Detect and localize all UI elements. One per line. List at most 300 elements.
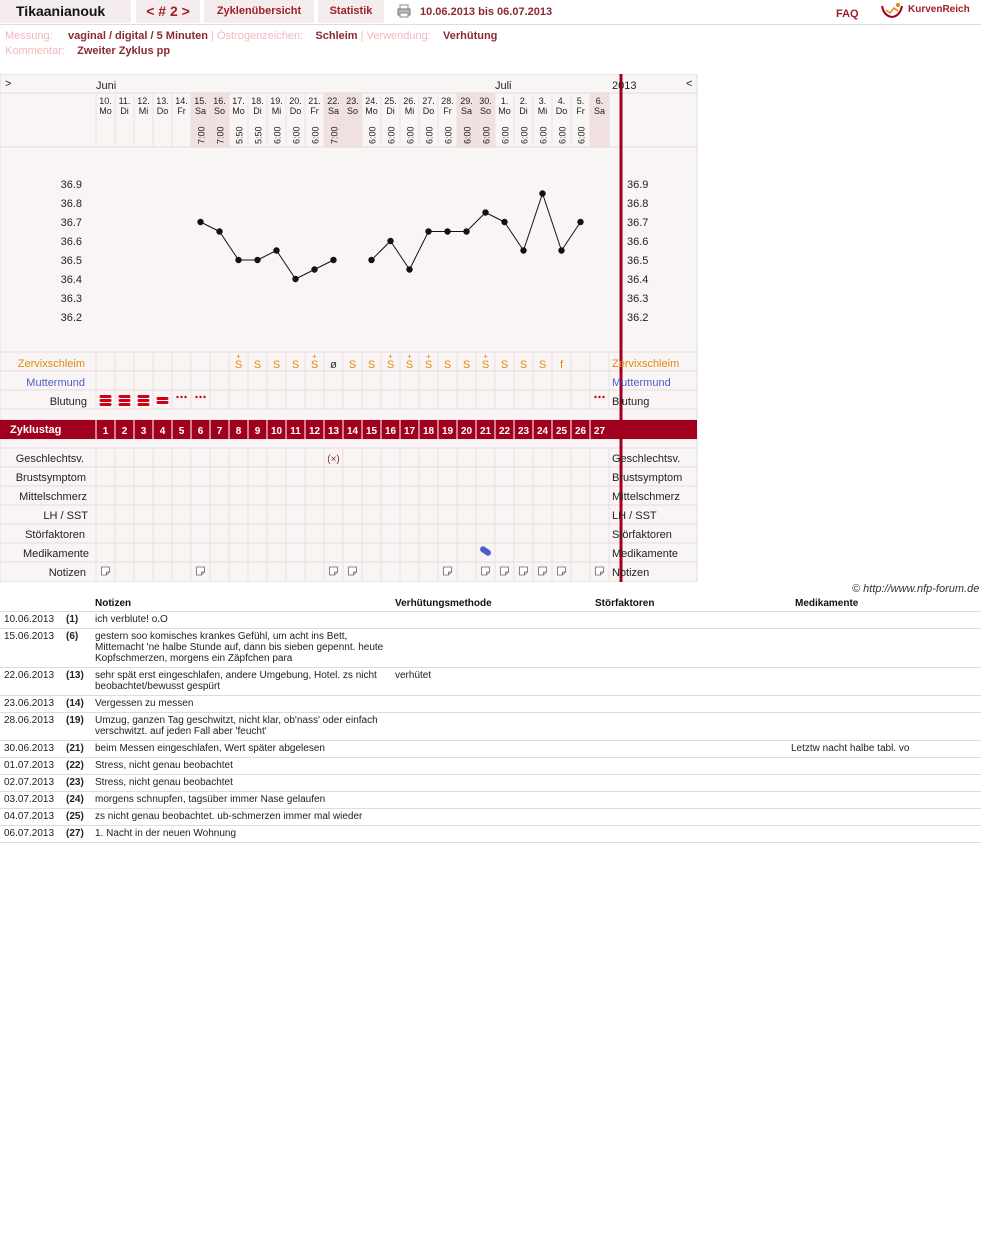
y-tick-left: 36.5 — [60, 255, 82, 267]
day-date: 23. — [346, 96, 359, 106]
cycle-day-number: 1 — [102, 426, 109, 437]
day-date: 1. — [500, 96, 509, 106]
note-disturb — [591, 758, 791, 775]
note-cycle-day: (23) — [62, 775, 91, 792]
bleeding-light-mark — [176, 396, 178, 398]
note-text: gestern soo komisches krankes Gefühl, um acht ins Bett, Mittemacht 'ne halbe Stunde auf, dann bis sieben gepennt. heute Kopfschmerzen, morgens ein Zäpfchen para — [91, 629, 391, 668]
day-weekday: Do — [555, 106, 568, 116]
temperature-point — [292, 276, 298, 282]
cycle-number: # 2 — [158, 3, 178, 19]
day-date: 14. — [175, 96, 188, 106]
day-weekday: Mo — [498, 106, 511, 116]
note-method — [391, 612, 591, 629]
mittel-label: Mittelschmerz — [19, 491, 87, 503]
cycle-day-number: 23 — [517, 426, 530, 437]
table-row — [0, 741, 981, 758]
disturb-header: Störfaktoren — [591, 595, 791, 612]
zervix-mark: S — [367, 359, 376, 371]
temperature-point — [482, 209, 488, 215]
zervix-mark: S — [310, 359, 319, 371]
measure-time: 6:00 — [272, 126, 283, 144]
y-tick-right: 36.5 — [627, 255, 649, 267]
note-date: 02.07.2013 — [0, 775, 62, 792]
temperature-point — [558, 247, 564, 253]
note-meds: Letztw nacht halbe tabl. vo — [791, 741, 981, 758]
bleeding-heavy-mark — [100, 395, 112, 398]
zervix-mark: f — [559, 359, 564, 371]
day-date: 13. — [156, 96, 169, 106]
kommentar-label: Kommentar: — [5, 45, 65, 57]
cycle-day-number: 21 — [479, 426, 492, 437]
table-row — [0, 696, 981, 713]
note-text: ich verblute! o.O — [91, 612, 391, 629]
note-meds — [791, 713, 981, 741]
note-date: 22.06.2013 — [0, 668, 62, 696]
note-cycle-day: (27) — [62, 826, 91, 843]
kurvenreich-logo-icon[interactable] — [880, 2, 904, 20]
zervix-mark: S — [253, 359, 262, 371]
lh-label-right: LH / SST — [612, 510, 657, 522]
cycle-day-number: 6 — [197, 426, 204, 437]
day-date: 25. — [384, 96, 397, 106]
note-text: Stress, nicht genau beobachtet — [91, 758, 391, 775]
y-tick-right: 36.3 — [627, 293, 649, 305]
notizen-label-right: Notizen — [612, 567, 650, 579]
day-weekday: Fr — [576, 106, 585, 116]
meds-header: Medikamente — [791, 595, 981, 612]
temperature-point — [501, 219, 507, 225]
measure-time: 6:00 — [519, 126, 530, 144]
tab-statistics[interactable]: Statistik — [318, 0, 384, 23]
day-date: 17. — [232, 96, 245, 106]
cycle-day-number: 13 — [327, 426, 340, 437]
note-meds — [791, 612, 981, 629]
zervix-plus: + — [312, 352, 317, 361]
zervix-plus: + — [483, 352, 488, 361]
day-weekday: Mo — [99, 106, 112, 116]
y-tick-left: 36.2 — [60, 312, 82, 324]
cycle-day-number: 2 — [121, 426, 128, 437]
faq-link[interactable]: FAQ — [836, 8, 859, 20]
zervix-plus: + — [388, 352, 393, 361]
y-tick-right: 36.7 — [627, 217, 649, 229]
day-date: 5. — [576, 96, 585, 106]
note-disturb — [591, 826, 791, 843]
note-text: Umzug, ganzen Tag geschwitzt, nicht klar, ob'nass' oder einfach verschwitzt. auf jeden Fall aber 'feucht' — [91, 713, 391, 741]
cycle-day-number: 7 — [216, 426, 223, 437]
day-header — [62, 595, 91, 612]
note-meds — [791, 775, 981, 792]
cycle-day-number: 17 — [403, 426, 416, 437]
stoer-label-right: Störfaktoren — [612, 529, 672, 541]
note-cycle-day: (14) — [62, 696, 91, 713]
note-method: verhütet — [391, 668, 591, 696]
day-weekday: Mo — [232, 106, 245, 116]
date-header — [0, 595, 62, 612]
note-cycle-day: (13) — [62, 668, 91, 696]
bleeding-medium-mark — [157, 397, 169, 400]
day-weekday: Sa — [460, 106, 473, 116]
cycle-day-number: 12 — [308, 426, 321, 437]
chart-background — [0, 74, 697, 582]
day-weekday: So — [213, 106, 226, 116]
note-disturb — [591, 696, 791, 713]
note-cycle-day: (19) — [62, 713, 91, 741]
note-disturb — [591, 792, 791, 809]
zervix-mark: S — [424, 359, 433, 371]
credit[interactable]: © http://www.nfp-forum.de — [852, 583, 980, 595]
note-date: 30.06.2013 — [0, 741, 62, 758]
bleeding-light-mark — [195, 396, 197, 398]
cycle-day-number: 14 — [346, 426, 359, 437]
table-row — [0, 612, 981, 629]
cycle-day-number: 25 — [555, 426, 568, 437]
day-date: 20. — [289, 96, 302, 106]
day-weekday: Fr — [177, 106, 186, 116]
bleeding-heavy-mark — [100, 399, 112, 402]
measure-time: 6:00 — [576, 126, 587, 144]
zervix-mark: S — [272, 359, 281, 371]
note-text: Vergessen zu messen — [91, 696, 391, 713]
day-date: 30. — [479, 96, 492, 106]
cycle-day-number: 20 — [460, 426, 473, 437]
note-text: beim Messen eingeschlafen, Wert später abgelesen — [91, 741, 391, 758]
measure-time: 5:50 — [253, 126, 264, 144]
measure-time: 6:00 — [291, 126, 302, 144]
note-method — [391, 826, 591, 843]
day-date: 28. — [441, 96, 454, 106]
verwendung-value: Verhütung — [443, 30, 498, 42]
day-weekday: Do — [422, 106, 435, 116]
note-cycle-day: (24) — [62, 792, 91, 809]
note-cycle-day: (22) — [62, 758, 91, 775]
day-weekday: Sa — [593, 106, 606, 116]
y-tick-left: 36.3 — [60, 293, 82, 305]
bleeding-heavy-mark — [138, 399, 150, 402]
day-weekday: Mi — [271, 106, 282, 116]
cycle-day-number: 5 — [178, 426, 185, 437]
notizen-label: Notizen — [48, 567, 86, 579]
note-date: 10.06.2013 — [0, 612, 62, 629]
medi-label: Medikamente — [22, 548, 89, 560]
day-date: 24. — [365, 96, 378, 106]
cycle-day-number: 10 — [270, 426, 283, 437]
table-row — [0, 758, 981, 775]
oestrogen-label: Östrogenzeichen: — [216, 30, 304, 42]
note-method — [391, 758, 591, 775]
measure-time: 7:00 — [329, 126, 340, 144]
note-meds — [791, 629, 981, 668]
next-cycle-button[interactable]: > — [181, 3, 190, 19]
measure-time: 7:00 — [215, 126, 226, 144]
cycle-day-number: 16 — [384, 426, 397, 437]
medi-label-right: Medikamente — [612, 548, 679, 560]
day-weekday: So — [479, 106, 492, 116]
day-date: 11. — [118, 96, 131, 106]
cycle-day-number: 3 — [140, 426, 147, 437]
day-weekday: Mo — [365, 106, 378, 116]
note-method — [391, 809, 591, 826]
note-meds — [791, 809, 981, 826]
notes-table — [0, 595, 981, 843]
day-date: 4. — [557, 96, 566, 106]
note-cycle-day: (25) — [62, 809, 91, 826]
note-disturb — [591, 668, 791, 696]
day-weekday: So — [346, 106, 359, 116]
bleeding-heavy-mark — [100, 403, 112, 406]
note-method — [391, 629, 591, 668]
notes-header-row — [0, 595, 981, 612]
bleeding-light-mark — [199, 396, 201, 398]
zervix-plus: + — [426, 352, 431, 361]
note-date: 03.07.2013 — [0, 792, 62, 809]
day-weekday: Di — [253, 106, 262, 116]
day-weekday: Do — [289, 106, 302, 116]
cycle-day-number: 27 — [593, 426, 606, 437]
zervixschleim-label-right: Zervixschleim — [612, 358, 680, 370]
measure-time: 6:00 — [481, 126, 492, 144]
zervix-mark: S — [462, 359, 471, 371]
day-date: 15. — [194, 96, 207, 106]
note-date: 01.07.2013 — [0, 758, 62, 775]
brand-name[interactable]: KurvenReich — [908, 4, 970, 15]
bleeding-light-mark — [598, 396, 600, 398]
table-row — [0, 629, 981, 668]
y-tick-right: 36.8 — [627, 198, 649, 210]
zervix-mark: ø — [330, 359, 337, 371]
zervixschleim-label: Zervixschleim — [17, 358, 85, 370]
bleeding-light-mark — [602, 396, 604, 398]
day-date: 18. — [251, 96, 264, 106]
y-tick-left: 36.6 — [60, 236, 82, 248]
date-range: 10.06.2013 bis 06.07.2013 — [420, 6, 553, 18]
day-date: 27. — [422, 96, 435, 106]
y-tick-left: 36.4 — [60, 274, 82, 286]
note-method — [391, 696, 591, 713]
temperature-point — [254, 257, 260, 263]
blutung-label-right: Blutung — [612, 396, 650, 408]
messung-label: Messung: — [5, 30, 53, 42]
day-weekday: Fr — [310, 106, 319, 116]
zervix-mark: S — [500, 359, 509, 371]
note-cycle-day: (6) — [62, 629, 91, 668]
day-weekday: Do — [156, 106, 169, 116]
note-method — [391, 741, 591, 758]
note-cycle-day: (1) — [62, 612, 91, 629]
measure-time: 6:00 — [386, 126, 397, 144]
note-text: morgens schnupfen, tagsüber immer Nase gelaufen — [91, 792, 391, 809]
y-tick-left: 36.7 — [60, 217, 82, 229]
separator: | — [360, 30, 364, 42]
cycle-day-number: 26 — [574, 426, 587, 437]
zervix-mark: S — [481, 359, 490, 371]
month-label: Juni — [96, 80, 117, 92]
temperature-point — [577, 219, 583, 225]
table-row — [0, 826, 981, 843]
day-weekday: Sa — [327, 106, 340, 116]
bleeding-light-mark — [203, 396, 205, 398]
top-bar — [0, 0, 981, 25]
muttermund-label: Muttermund — [26, 377, 85, 389]
measure-time: 6:00 — [557, 126, 568, 144]
blutung-label: Blutung — [49, 396, 87, 408]
temperature-point — [330, 257, 336, 263]
note-text: sehr spät erst eingeschlafen, andere Umgebung, Hotel. zs nicht beobachtet/bewusst gespürt — [91, 668, 391, 696]
day-weekday: Di — [386, 106, 395, 116]
notes-header: Notizen — [91, 595, 391, 612]
separator: | — [211, 30, 214, 42]
bleeding-heavy-mark — [119, 399, 131, 402]
zervix-mark: S — [291, 359, 300, 371]
previous-cycle-button[interactable]: < — [146, 3, 155, 19]
temperature-point — [444, 228, 450, 234]
stoer-label: Störfaktoren — [25, 529, 85, 541]
table-row — [0, 775, 981, 792]
zervix-mark: S — [386, 359, 395, 371]
bleeding-light-mark — [180, 396, 182, 398]
note-meds — [791, 758, 981, 775]
gv-label-right: Geschlechtsv. — [612, 453, 681, 465]
measure-time: 6:00 — [405, 126, 416, 144]
note-meds — [791, 826, 981, 843]
zervix-plus: + — [407, 352, 412, 361]
y-tick-right: 36.2 — [627, 312, 649, 324]
printer-icon[interactable] — [397, 4, 411, 18]
bleeding-heavy-mark — [119, 395, 131, 398]
day-date: 21. — [308, 96, 321, 106]
bleeding-medium-mark — [157, 401, 169, 404]
day-date: 29. — [460, 96, 473, 106]
zervix-mark: S — [538, 359, 547, 371]
note-disturb — [591, 775, 791, 792]
year-label: 2013 — [612, 80, 637, 92]
day-weekday: Mi — [138, 106, 149, 116]
y-tick-left: 36.9 — [60, 179, 82, 191]
note-date: 04.07.2013 — [0, 809, 62, 826]
method-header: Verhütungsmethode — [391, 595, 591, 612]
note-date: 28.06.2013 — [0, 713, 62, 741]
bleeding-heavy-mark — [119, 403, 131, 406]
lh-label: LH / SST — [43, 510, 88, 522]
oestrogen-value: Schleim — [315, 30, 358, 42]
day-weekday: Mi — [537, 106, 548, 116]
verwendung-label: Verwendung: — [366, 30, 431, 42]
day-weekday: Di — [519, 106, 528, 116]
cycle-day-number: 24 — [536, 426, 549, 437]
note-disturb — [591, 741, 791, 758]
day-date: 22. — [327, 96, 340, 106]
table-row — [0, 792, 981, 809]
note-date: 23.06.2013 — [0, 696, 62, 713]
temperature-point — [197, 219, 203, 225]
zervix-mark: S — [234, 359, 243, 371]
note-disturb — [591, 629, 791, 668]
note-cycle-day: (21) — [62, 741, 91, 758]
cycle-day-number: 11 — [290, 426, 301, 437]
day-date: 26. — [403, 96, 416, 106]
temperature-point — [235, 257, 241, 263]
temperature-point — [463, 228, 469, 234]
temperature-point — [368, 257, 374, 263]
brust-label: Brustsymptom — [15, 472, 86, 484]
cycle-day-number: 8 — [235, 426, 242, 437]
day-date: 3. — [538, 96, 547, 106]
chart-nav-right[interactable]: < — [686, 78, 693, 90]
muttermund-label-right: Muttermund — [612, 377, 671, 389]
table-row — [0, 668, 981, 696]
temperature-point — [273, 247, 279, 253]
measure-time: 6:00 — [538, 126, 549, 144]
cycle-day-number: 19 — [441, 426, 454, 437]
temperature-point — [311, 266, 317, 272]
chart-nav-left[interactable]: > — [5, 78, 12, 90]
y-tick-right: 36.9 — [627, 179, 649, 191]
tab-cycle-overview[interactable]: Zyklenübersicht — [204, 0, 314, 23]
note-disturb — [591, 713, 791, 741]
note-text: 1. Nacht in der neuen Wohnung — [91, 826, 391, 843]
measure-time: 6:00 — [443, 126, 454, 144]
note-meds — [791, 668, 981, 696]
measure-time: 7:00 — [196, 126, 207, 144]
day-date: 10. — [99, 96, 112, 106]
brust-label-right: Brustsymptom — [612, 472, 683, 484]
day-weekday: Di — [120, 106, 129, 116]
note-meds — [791, 696, 981, 713]
kommentar-value: Zweiter Zyklus pp — [77, 45, 171, 57]
measure-time: 5:50 — [234, 126, 245, 144]
measure-time: 6:00 — [500, 126, 511, 144]
bleeding-light-mark — [184, 396, 186, 398]
note-date: 15.06.2013 — [0, 629, 62, 668]
gv-label: Geschlechtsv. — [15, 453, 84, 465]
day-date: 2. — [519, 96, 528, 106]
month-label: Juli — [495, 80, 512, 92]
table-row — [0, 809, 981, 826]
table-row — [0, 713, 981, 741]
measurement-info — [5, 30, 497, 42]
comment-info — [5, 45, 170, 57]
zervix-mark: S — [443, 359, 452, 371]
cycle-switcher — [136, 0, 200, 23]
measure-time: 6:00 — [462, 126, 473, 144]
y-tick-right: 36.4 — [627, 274, 649, 286]
day-date: 12. — [137, 96, 150, 106]
temperature-point — [425, 228, 431, 234]
cycle-day-number: 9 — [254, 426, 261, 437]
y-tick-left: 36.8 — [60, 198, 82, 210]
temperature-point — [387, 238, 393, 244]
note-date: 06.07.2013 — [0, 826, 62, 843]
day-date: 19. — [270, 96, 283, 106]
bleeding-heavy-mark — [138, 395, 150, 398]
measure-time: 6:00 — [367, 126, 378, 144]
day-weekday: Fr — [443, 106, 452, 116]
note-meds — [791, 792, 981, 809]
cycle-day-number: 22 — [498, 426, 511, 437]
note-method — [391, 792, 591, 809]
temperature-point — [539, 190, 545, 196]
messung-value: vaginal / digital / 5 Minuten — [67, 30, 208, 42]
day-date: 16. — [213, 96, 226, 106]
mittel-label-right: Mittelschmerz — [612, 491, 680, 503]
zervix-mark: S — [405, 359, 414, 371]
bleeding-light-mark — [594, 396, 596, 398]
cycle-day-number: 4 — [159, 426, 166, 437]
temperature-point — [520, 247, 526, 253]
user-name: Tikaanianouk — [0, 0, 131, 23]
measure-time: 6:00 — [424, 126, 435, 144]
zervix-mark: S — [519, 359, 528, 371]
